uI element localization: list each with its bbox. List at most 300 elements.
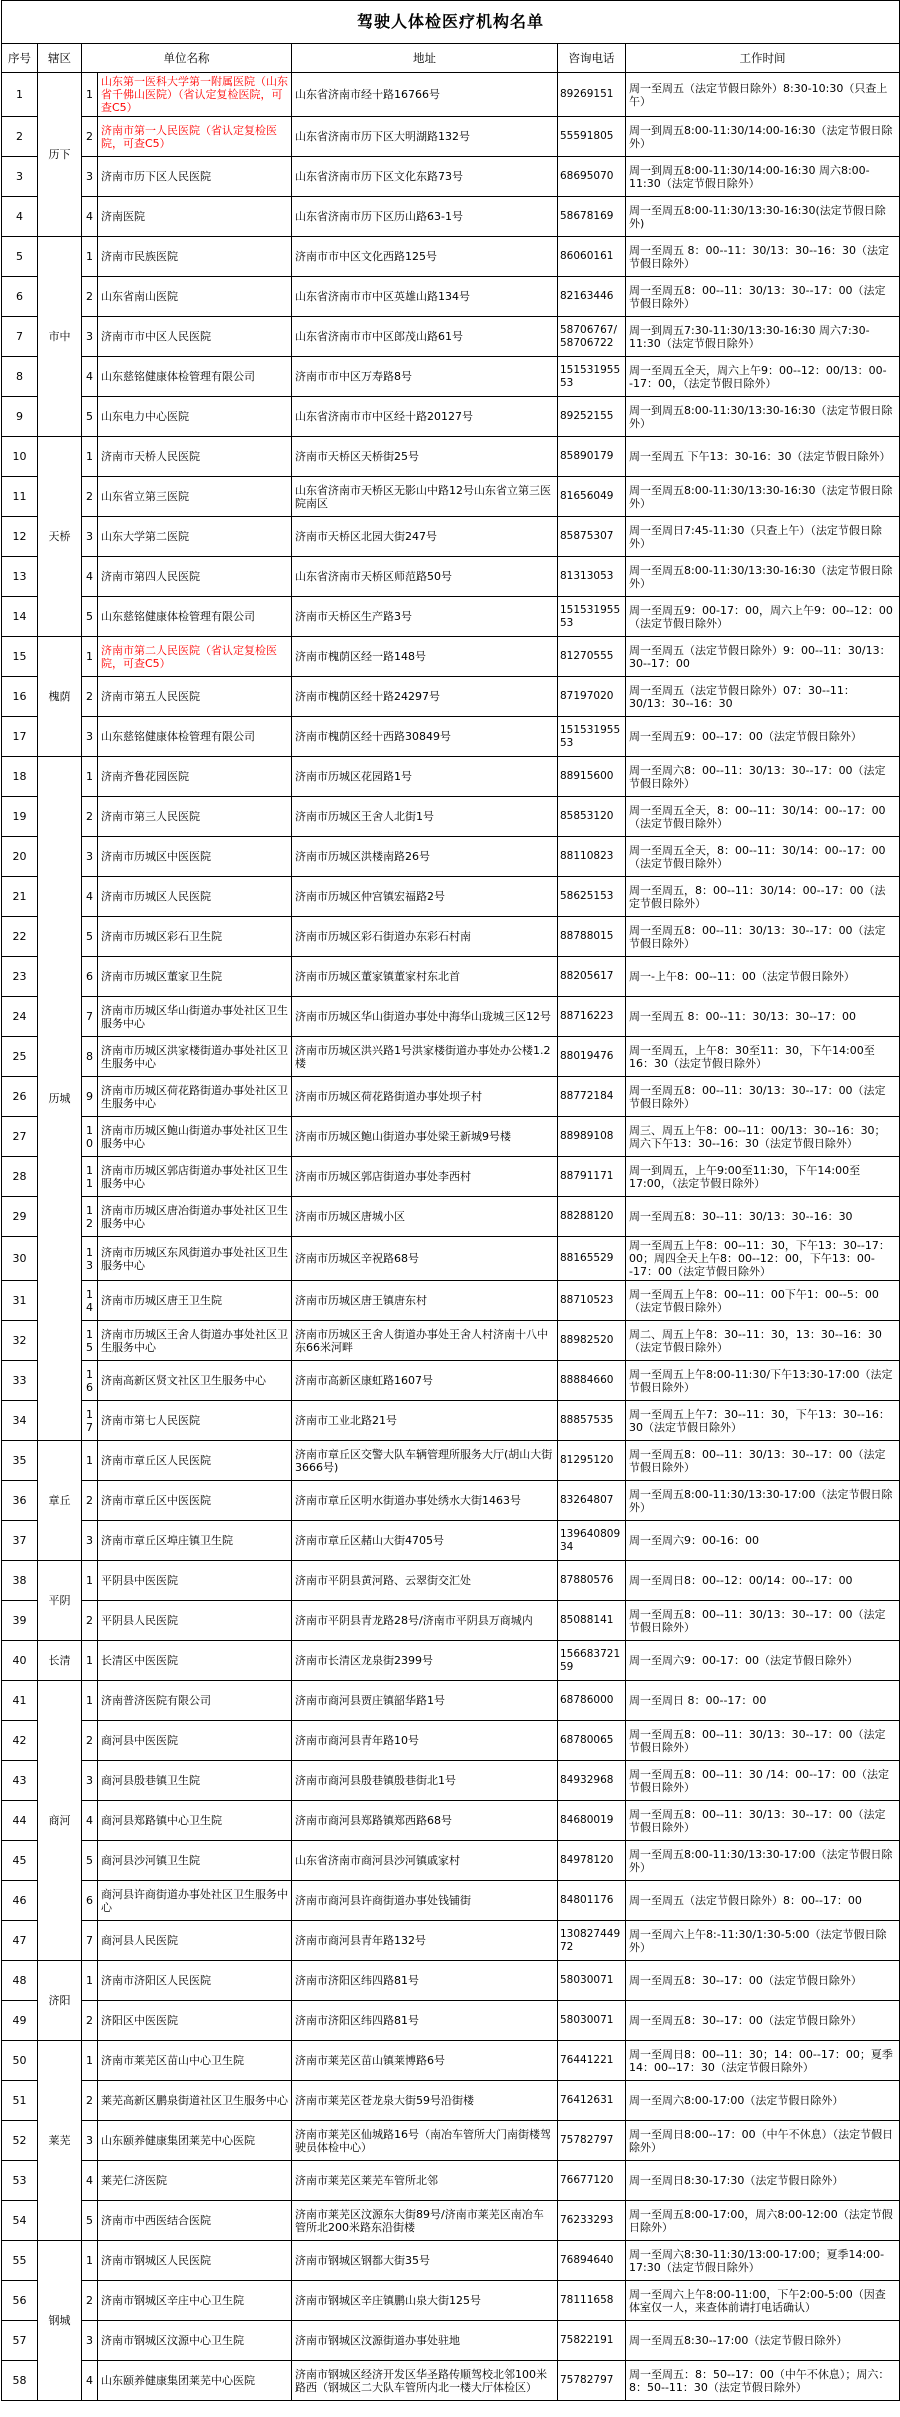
table-row <box>2 2361 900 2401</box>
unit-address: 济南市莱芜区苍龙泉大街59号沿街楼 <box>292 2081 558 2121</box>
row-number: 56 <box>2 2281 38 2321</box>
unit-phone: 84932968 <box>558 1761 626 1801</box>
unit-address: 济南市商河县郑路镇郑西路68号 <box>292 1801 558 1841</box>
unit-hours: 周一至周五全天，周六上午9：00--12：00/13：00--17：00，（法定节假日除外） <box>626 357 900 397</box>
unit-name: 济阳区中医医院 <box>98 2001 292 2041</box>
unit-index: 11 <box>82 1157 98 1197</box>
unit-index: 14 <box>82 1281 98 1321</box>
unit-hours: 周一至周五（法定节假日除外）9：00--11：30/13：30--17：00 <box>626 637 900 677</box>
unit-address: 山东省济南市天桥区无影山中路12号山东省立第三医院南区 <box>292 477 558 517</box>
table-head <box>2 1 900 73</box>
district-label: 天桥 <box>38 437 82 637</box>
unit-address: 济南市历城区洪楼南路26号 <box>292 837 558 877</box>
unit-name: 平阴县人民医院 <box>98 1601 292 1641</box>
unit-hours: 周一到周五8:00-11:30/14:00-16:30（法定节假日除外） <box>626 117 900 157</box>
unit-index: 1 <box>82 1641 98 1681</box>
unit-name: 济南市天桥人民医院 <box>98 437 292 477</box>
row-number: 52 <box>2 2121 38 2161</box>
unit-phone: 55591805 <box>558 117 626 157</box>
unit-address: 济南市天桥区北园大街247号 <box>292 517 558 557</box>
unit-phone: 15153195553 <box>558 717 626 757</box>
unit-address: 济南市历城区洪兴路1号洪家楼街道办事处办公楼1.2楼 <box>292 1037 558 1077</box>
table-row <box>2 1681 900 1721</box>
table-row <box>2 1117 900 1157</box>
unit-phone: 87197020 <box>558 677 626 717</box>
unit-index: 5 <box>82 597 98 637</box>
unit-name: 济南市中西医结合医院 <box>98 2201 292 2241</box>
unit-index: 9 <box>82 1077 98 1117</box>
table-row <box>2 397 900 437</box>
table-row <box>2 1401 900 1441</box>
unit-name: 商河县沙河镇卫生院 <box>98 1841 292 1881</box>
unit-address: 山东省济南市历下区历山路63-1号 <box>292 197 558 237</box>
unit-hours: 周一至周日8：00--12：00/14：00--17：00 <box>626 1561 900 1601</box>
unit-name: 平阴县中医医院 <box>98 1561 292 1601</box>
row-number: 42 <box>2 1721 38 1761</box>
table-row <box>2 1441 900 1481</box>
table-row <box>2 1961 900 2001</box>
district-label: 平阴 <box>38 1561 82 1641</box>
table-row <box>2 197 900 237</box>
unit-hours: 周一至周日7:45-11:30（只查上午）（法定节假日除外） <box>626 517 900 557</box>
unit-phone: 58030071 <box>558 2001 626 2041</box>
unit-index: 16 <box>82 1361 98 1401</box>
unit-name: 商河县殷巷镇卫生院 <box>98 1761 292 1801</box>
row-number: 15 <box>2 637 38 677</box>
unit-hours: 周一至周五8：00--11：30/13：30--17：00（法定节假日除外） <box>626 277 900 317</box>
table-row <box>2 437 900 477</box>
unit-index: 1 <box>82 1561 98 1601</box>
unit-phone: 15153195553 <box>558 357 626 397</box>
unit-index: 2 <box>82 2281 98 2321</box>
unit-phone: 78111658 <box>558 2281 626 2321</box>
unit-name: 山东第一医科大学第一附属医院（山东省千佛山医院）（省认定复检医院，可查C5） <box>98 73 292 117</box>
unit-name: 商河县中医医院 <box>98 1721 292 1761</box>
unit-phone: 76233293 <box>558 2201 626 2241</box>
unit-phone: 88788015 <box>558 917 626 957</box>
unit-hours: 周一-上午8：00--11：00（法定节假日除外） <box>626 957 900 997</box>
unit-index: 1 <box>82 637 98 677</box>
unit-hours: 周一至周五（法定节假日除外）8:30-10:30（只查上午） <box>626 73 900 117</box>
row-number: 45 <box>2 1841 38 1881</box>
unit-address: 山东省济南市历下区文化东路73号 <box>292 157 558 197</box>
unit-index: 12 <box>82 1197 98 1237</box>
unit-name: 济南市章丘区人民医院 <box>98 1441 292 1481</box>
table-row <box>2 2041 900 2081</box>
row-number: 27 <box>2 1117 38 1157</box>
unit-index: 4 <box>82 357 98 397</box>
unit-address: 济南市济阳区纬四路81号 <box>292 1961 558 2001</box>
table-row <box>2 1801 900 1841</box>
row-number: 11 <box>2 477 38 517</box>
header-district: 辖区 <box>38 44 82 73</box>
unit-address: 济南市莱芜区仙城路16号（南冶车管所大门南街楼驾驶员体检中心） <box>292 2121 558 2161</box>
unit-index: 2 <box>82 2001 98 2041</box>
unit-phone: 88989108 <box>558 1117 626 1157</box>
row-number: 4 <box>2 197 38 237</box>
row-number: 10 <box>2 437 38 477</box>
unit-hours: 周一至周五8：00--11：30/13：30--17：00（法定节假日除外） <box>626 1801 900 1841</box>
unit-phone: 85875307 <box>558 517 626 557</box>
unit-phone: 88915600 <box>558 757 626 797</box>
row-number: 55 <box>2 2241 38 2281</box>
unit-phone: 84978120 <box>558 1841 626 1881</box>
unit-phone: 85853120 <box>558 797 626 837</box>
unit-hours: 周一至周日8：00--11：30；14：00--17：00；夏季14：00--17：30（法定节假日除外） <box>626 2041 900 2081</box>
unit-index: 5 <box>82 2201 98 2241</box>
table-row <box>2 677 900 717</box>
unit-name: 山东省南山医院 <box>98 277 292 317</box>
table-row <box>2 1601 900 1641</box>
unit-phone: 68780065 <box>558 1721 626 1761</box>
unit-address: 济南市章丘区交警大队车辆管理所服务大厅(胡山大街3666号) <box>292 1441 558 1481</box>
unit-hours: 周一至周五8：00--11：30/13：30--17：00（法定节假日除外） <box>626 1077 900 1117</box>
unit-name: 商河县郑路镇中心卫生院 <box>98 1801 292 1841</box>
row-number: 47 <box>2 1921 38 1961</box>
unit-name: 山东省立第三医院 <box>98 477 292 517</box>
row-number: 36 <box>2 1481 38 1521</box>
unit-index: 8 <box>82 1037 98 1077</box>
unit-address: 济南市历城区董家镇董家村东北首 <box>292 957 558 997</box>
table-row <box>2 237 900 277</box>
unit-address: 济南市莱芜区莱芜车管所北邻 <box>292 2161 558 2201</box>
unit-index: 1 <box>82 237 98 277</box>
unit-phone: 81656049 <box>558 477 626 517</box>
row-number: 35 <box>2 1441 38 1481</box>
unit-hours: 周一至周六8:00-17:00（法定节假日除外） <box>626 2081 900 2121</box>
unit-hours: 周一至周六8:30-11:30/13:00-17:00；夏季14:00-17:30（法定节假日除外） <box>626 2241 900 2281</box>
unit-phone: 15668372159 <box>558 1641 626 1681</box>
row-number: 58 <box>2 2361 38 2401</box>
unit-index: 3 <box>82 2321 98 2361</box>
table-row <box>2 957 900 997</box>
table-row <box>2 277 900 317</box>
row-number: 40 <box>2 1641 38 1681</box>
district-label: 历下 <box>38 73 82 237</box>
table-row <box>2 797 900 837</box>
unit-hours: 周一至周六上午8:-11:30/1:30-5:00（法定节假日除外） <box>626 1921 900 1961</box>
unit-hours: 周一至周五 下午13：30-16：30（法定节假日除外） <box>626 437 900 477</box>
row-number: 12 <box>2 517 38 557</box>
unit-address: 山东省济南市历下区大明湖路132号 <box>292 117 558 157</box>
unit-name: 济南高新区贤文社区卫生服务中心 <box>98 1361 292 1401</box>
unit-hours: 周一至周五8:00-17:00，周六8:00-12:00（法定节假日除外） <box>626 2201 900 2241</box>
unit-name: 莱芜仁济医院 <box>98 2161 292 2201</box>
district-label: 莱芜 <box>38 2041 82 2241</box>
row-number: 32 <box>2 1321 38 1361</box>
unit-index: 3 <box>82 317 98 357</box>
unit-address: 济南市莱芜区苗山镇莱博路6号 <box>292 2041 558 2081</box>
row-number: 31 <box>2 1281 38 1321</box>
unit-index: 3 <box>82 2121 98 2161</box>
district-label: 商河 <box>38 1681 82 1961</box>
unit-address: 济南市历城区唐城小区 <box>292 1197 558 1237</box>
unit-hours: 周一至周五全天，8：00--11：30/14：00--17：00（法定节假日除外） <box>626 797 900 837</box>
table-row <box>2 2001 900 2041</box>
unit-name: 济南市第四人民医院 <box>98 557 292 597</box>
table-row <box>2 1641 900 1681</box>
table-row <box>2 73 900 117</box>
unit-phone: 75782797 <box>558 2361 626 2401</box>
unit-phone: 84801176 <box>558 1881 626 1921</box>
unit-index: 1 <box>82 437 98 477</box>
unit-name: 济南市历下区人民医院 <box>98 157 292 197</box>
unit-name: 山东颐养健康集团莱芜中心医院 <box>98 2361 292 2401</box>
unit-index: 17 <box>82 1401 98 1441</box>
table-row <box>2 997 900 1037</box>
unit-hours: 周一至周五上午8：00--11：00下午1：00--5：00（法定节假日除外） <box>626 1281 900 1321</box>
unit-name: 山东慈铭健康体检管理有限公司 <box>98 717 292 757</box>
district-label: 历城 <box>38 757 82 1441</box>
row-number: 23 <box>2 957 38 997</box>
unit-address: 济南市商河县殷巷镇殷巷街北1号 <box>292 1761 558 1801</box>
unit-phone: 13082744972 <box>558 1921 626 1961</box>
unit-name: 长清区中医医院 <box>98 1641 292 1681</box>
unit-hours: 周一至周五8:00-11:30/13:30-17:00（法定节假日除外） <box>626 1841 900 1881</box>
unit-hours: 周一至周五8：30--17：00（法定节假日除外） <box>626 2001 900 2041</box>
unit-name: 济南市第七人民医院 <box>98 1401 292 1441</box>
unit-phone: 15153195553 <box>558 597 626 637</box>
unit-name: 济南市历城区王舍人街道办事处社区卫生服务中心 <box>98 1321 292 1361</box>
unit-name: 济南市历城区唐冶街道办事处社区卫生服务中心 <box>98 1197 292 1237</box>
unit-hours: 周一至周五8：00--11：30/13：30--17：00（法定节假日除外） <box>626 1721 900 1761</box>
row-number: 2 <box>2 117 38 157</box>
unit-phone: 85088141 <box>558 1601 626 1641</box>
unit-hours: 周一至周五9：00--17：00（法定节假日除外） <box>626 717 900 757</box>
unit-hours: 周一至周五8：00--11：30/13：30--17：00（法定节假日除外） <box>626 1441 900 1481</box>
unit-hours: 周一至周五8：00--11：30 /14：00--17：00（法定节假日除外） <box>626 1761 900 1801</box>
unit-address: 济南市钢城区辛庄镇鹏山泉大街125号 <box>292 2281 558 2321</box>
unit-name: 济南市钢城区汶源中心卫生院 <box>98 2321 292 2361</box>
unit-phone: 75822191 <box>558 2321 626 2361</box>
table-row <box>2 517 900 557</box>
row-number: 57 <box>2 2321 38 2361</box>
unit-address: 济南市槐荫区经一路148号 <box>292 637 558 677</box>
unit-name: 山东慈铭健康体检管理有限公司 <box>98 357 292 397</box>
unit-name: 济南市历城区董家卫生院 <box>98 957 292 997</box>
table-row <box>2 317 900 357</box>
unit-hours: 周一至周五8：30--17：00（法定节假日除外） <box>626 1961 900 2001</box>
unit-phone: 89252155 <box>558 397 626 437</box>
table-row <box>2 2081 900 2121</box>
unit-address: 山东省济南市经十路16766号 <box>292 73 558 117</box>
unit-name: 商河县人民医院 <box>98 1921 292 1961</box>
unit-index: 4 <box>82 557 98 597</box>
header-hours: 工作时间 <box>626 44 900 73</box>
unit-phone: 58706767/58706722 <box>558 317 626 357</box>
unit-address: 济南市章丘区明水街道办事处绣水大街1463号 <box>292 1481 558 1521</box>
unit-hours: 周一至周五8：30--11：30/13：30--16：30 <box>626 1197 900 1237</box>
unit-hours: 周一到周五，上午9:00至11:30，下午14:00至17:00，（法定节假日除外） <box>626 1157 900 1197</box>
row-number: 43 <box>2 1761 38 1801</box>
row-number: 7 <box>2 317 38 357</box>
unit-phone: 88710523 <box>558 1281 626 1321</box>
unit-address: 济南市工业北路21号 <box>292 1401 558 1441</box>
unit-name: 山东电力中心医院 <box>98 397 292 437</box>
table-row <box>2 1881 900 1921</box>
unit-name: 济南市历城区荷花路街道办事处社区卫生服务中心 <box>98 1077 292 1117</box>
row-number: 19 <box>2 797 38 837</box>
unit-address: 济南市商河县许商街道办事处钱铺街 <box>292 1881 558 1921</box>
unit-index: 4 <box>82 1801 98 1841</box>
unit-hours: 周三、周五上午8：00--11：00/13：30--16：30；周六下午13：30--16：30（法定节假日除外） <box>626 1117 900 1157</box>
unit-address: 济南市商河县贾庄镇韶华路1号 <box>292 1681 558 1721</box>
unit-name: 济南市历城区中医医院 <box>98 837 292 877</box>
unit-name: 济南市第二人民医院（省认定复检医院，可查C5） <box>98 637 292 677</box>
unit-phone: 68695070 <box>558 157 626 197</box>
unit-hours: 周一到周五8:00-11:30/13:30-16:30（法定节假日除外） <box>626 397 900 437</box>
row-number: 34 <box>2 1401 38 1441</box>
row-number: 53 <box>2 2161 38 2201</box>
unit-hours: 周一至周五8：00--11：30/13：30--17：00（法定节假日除外） <box>626 1601 900 1641</box>
unit-phone: 76441221 <box>558 2041 626 2081</box>
unit-index: 5 <box>82 917 98 957</box>
unit-phone: 88165529 <box>558 1237 626 1281</box>
unit-index: 3 <box>82 517 98 557</box>
unit-index: 1 <box>82 1961 98 2001</box>
table-row <box>2 1481 900 1521</box>
unit-index: 2 <box>82 117 98 157</box>
district-label: 济阳 <box>38 1961 82 2041</box>
district-label: 钢城 <box>38 2241 82 2401</box>
unit-index: 10 <box>82 1117 98 1157</box>
row-number: 54 <box>2 2201 38 2241</box>
unit-name: 济南市历城区郭店街道办事处社区卫生服务中心 <box>98 1157 292 1197</box>
unit-hours: 周一至周日8:30-17:30（法定节假日除外） <box>626 2161 900 2201</box>
unit-name: 济南市第一人民医院（省认定复检医院，可查C5） <box>98 117 292 157</box>
unit-hours: 周一至周五（法定节假日除外）07：30--11：30/13：30--16：30 <box>626 677 900 717</box>
unit-index: 3 <box>82 1521 98 1561</box>
unit-address: 山东省济南市市中区英雄山路134号 <box>292 277 558 317</box>
unit-hours: 周一至周六8：00--11：30/13：30--17：00（法定节假日除外） <box>626 757 900 797</box>
unit-name: 济南市历城区鲍山街道办事处社区卫生服务中心 <box>98 1117 292 1157</box>
unit-name: 济南市历城区东风街道办事处社区卫生服务中心 <box>98 1237 292 1281</box>
unit-name: 山东大学第二医院 <box>98 517 292 557</box>
table-row <box>2 1521 900 1561</box>
unit-index: 3 <box>82 837 98 877</box>
table-row <box>2 1721 900 1761</box>
row-number: 41 <box>2 1681 38 1721</box>
unit-index: 1 <box>82 757 98 797</box>
row-number: 44 <box>2 1801 38 1841</box>
row-number: 21 <box>2 877 38 917</box>
unit-phone: 81295120 <box>558 1441 626 1481</box>
unit-index: 13 <box>82 1237 98 1281</box>
unit-name: 济南市市中区人民医院 <box>98 317 292 357</box>
unit-name: 商河县许商街道办事处社区卫生服务中心 <box>98 1881 292 1921</box>
unit-phone: 83264807 <box>558 1481 626 1521</box>
table-row <box>2 1841 900 1881</box>
institution-table <box>1 0 900 2401</box>
unit-phone: 76894640 <box>558 2241 626 2281</box>
unit-hours: 周一至周五（法定节假日除外）8：00--17：00 <box>626 1881 900 1921</box>
row-number: 30 <box>2 1237 38 1281</box>
row-number: 14 <box>2 597 38 637</box>
row-number: 8 <box>2 357 38 397</box>
unit-address: 济南市商河县青年路132号 <box>292 1921 558 1961</box>
row-number: 37 <box>2 1521 38 1561</box>
unit-hours: 周一至周六上午8:00-11:00，下午2:00-5:00（因查体室仅一人，来查体前请打电话确认） <box>626 2281 900 2321</box>
unit-name: 济南市历城区华山街道办事处社区卫生服务中心 <box>98 997 292 1037</box>
unit-name: 莱芜高新区鹏泉街道社区卫生服务中心 <box>98 2081 292 2121</box>
unit-phone: 76412631 <box>558 2081 626 2121</box>
unit-phone: 13964080934 <box>558 1521 626 1561</box>
row-number: 13 <box>2 557 38 597</box>
unit-address: 济南市历城区荷花路街道办事处坝子村 <box>292 1077 558 1117</box>
unit-address: 济南市钢城区钢都大街35号 <box>292 2241 558 2281</box>
unit-name: 济南市历城区人民医院 <box>98 877 292 917</box>
unit-name: 济南市历城区洪家楼街道办事处社区卫生服务中心 <box>98 1037 292 1077</box>
row-number: 46 <box>2 1881 38 1921</box>
row-number: 49 <box>2 2001 38 2041</box>
unit-hours: 周二、周五上午8：30--11：30，13：30--16：30（法定节假日除外） <box>626 1321 900 1361</box>
table-row <box>2 1197 900 1237</box>
row-number: 26 <box>2 1077 38 1117</box>
unit-address: 济南市历城区郭店街道办事处李西村 <box>292 1157 558 1197</box>
unit-hours: 周一至周五8:00-11:30/13:30-16:30（法定节假日除外） <box>626 477 900 517</box>
unit-hours: 周一至周六9：00-17：00（法定节假日除外） <box>626 1641 900 1681</box>
unit-phone: 81313053 <box>558 557 626 597</box>
unit-address: 山东省济南市市中区经十路20127号 <box>292 397 558 437</box>
unit-index: 3 <box>82 1761 98 1801</box>
unit-address: 山东省济南市商河县沙河镇戚家村 <box>292 1841 558 1881</box>
unit-index: 4 <box>82 2161 98 2201</box>
table-body <box>2 73 900 2401</box>
header-name: 单位名称 <box>82 44 292 73</box>
table-row <box>2 1157 900 1197</box>
table-row <box>2 357 900 397</box>
table-row <box>2 1037 900 1077</box>
page-title: 驾驶人体检医疗机构名单 <box>2 1 900 44</box>
unit-address: 济南市历城区华山街道办事处中海华山珑城三区12号 <box>292 997 558 1037</box>
header-row <box>2 44 900 73</box>
table-row <box>2 1321 900 1361</box>
unit-phone: 84680019 <box>558 1801 626 1841</box>
unit-name: 济南市莱芜区苗山中心卫生院 <box>98 2041 292 2081</box>
unit-name: 济南齐鲁花园医院 <box>98 757 292 797</box>
unit-address: 济南市市中区万寿路8号 <box>292 357 558 397</box>
unit-address: 济南市槐荫区经十路24297号 <box>292 677 558 717</box>
unit-index: 2 <box>82 797 98 837</box>
district-label: 市中 <box>38 237 82 437</box>
unit-hours: 周一至周日8:00--17：00（中午不休息）（法定节假日除外） <box>626 2121 900 2161</box>
unit-address: 济南市历城区辛祝路68号 <box>292 1237 558 1281</box>
unit-index: 2 <box>82 1721 98 1761</box>
unit-phone: 88205617 <box>558 957 626 997</box>
unit-address: 济南市莱芜区汶源东大街89号/济南市莱芜区南冶车管所北200米路东沿街楼 <box>292 2201 558 2241</box>
unit-name: 济南普济医院有限公司 <box>98 1681 292 1721</box>
unit-index: 4 <box>82 197 98 237</box>
unit-index: 1 <box>82 73 98 117</box>
row-number: 22 <box>2 917 38 957</box>
unit-index: 1 <box>82 1441 98 1481</box>
unit-name: 济南市历城区彩石卫生院 <box>98 917 292 957</box>
unit-hours: 周一至周五8：00--11：30/13：30--17：00（法定节假日除外） <box>626 917 900 957</box>
unit-phone: 88857535 <box>558 1401 626 1441</box>
table-row <box>2 877 900 917</box>
header-address: 地址 <box>292 44 558 73</box>
table-row <box>2 157 900 197</box>
unit-phone: 88772184 <box>558 1077 626 1117</box>
unit-hours: 周一至周五，上午8：30至11：30，下午14:00至16：30（法定节假日除外） <box>626 1037 900 1077</box>
title-row <box>2 1 900 44</box>
unit-phone: 88982520 <box>558 1321 626 1361</box>
table-row <box>2 1361 900 1401</box>
unit-hours: 周一至周五 8：00--11：30/13：30--17：00 <box>626 997 900 1037</box>
unit-hours: 周一至周五8:30--17:00（法定节假日除外） <box>626 2321 900 2361</box>
table-row <box>2 2201 900 2241</box>
header-seq: 序号 <box>2 44 38 73</box>
